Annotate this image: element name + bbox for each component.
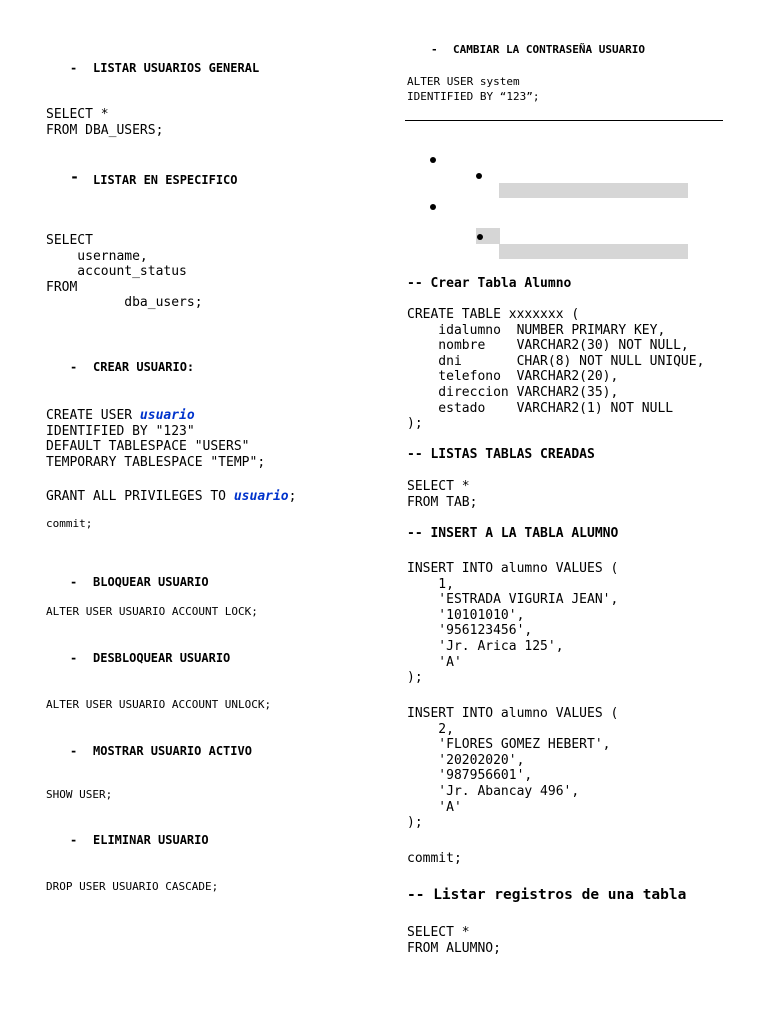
code-insert-2: INSERT INTO alumno VALUES ( 2, 'FLORES GOMEZ HEBERT', '20202020', '987956601', 'Jr. Abancay 496', 'A' ); [407, 706, 619, 831]
section-dash: - [70, 168, 80, 186]
gray-placeholder-bar [499, 183, 688, 198]
code-create-user-line [46, 408, 195, 424]
gray-placeholder-bar [499, 244, 688, 259]
code-desbloquear: ALTER USER USUARIO ACCOUNT UNLOCK; [46, 698, 272, 711]
code-listar-registros: SELECT * FROM ALUMNO; [407, 925, 501, 956]
section-title-desbloquear: DESBLOQUEAR USUARIO [93, 651, 231, 665]
code-commit-right: commit; [407, 851, 462, 866]
section-dash: - [70, 360, 78, 374]
section-dash: - [431, 43, 438, 56]
section-title-listar-registros: -- Listar registros de una tabla [407, 887, 687, 903]
section-title-listar-especifico: LISTAR EN ESPECIFICO [93, 173, 238, 187]
code-cambiar: ALTER USER system IDENTIFIED BY “123”; [407, 75, 540, 103]
username-highlight: usuario [139, 408, 195, 423]
section-title-listas-tablas: -- LISTAS TABLAS CREADAS [407, 447, 595, 462]
section-dash: - [70, 744, 78, 758]
section-title-bloquear: BLOQUEAR USUARIO [93, 575, 209, 589]
section-dash: - [70, 833, 78, 847]
code-crear-tabla: CREATE TABLE xxxxxxx ( idalumno NUMBER PRIMARY KEY, nombre VARCHAR2(30) NOT NULL, dni CHAR(8) NOT NULL UNIQUE, telefono VARCHAR2(20), direccion VARCHAR2(35), estado VARCHAR2(1) NOT NULL ); [407, 307, 705, 432]
code-mostrar: SHOW USER; [46, 788, 113, 801]
bullet-icon [476, 173, 482, 179]
code-bloquear: ALTER USER USUARIO ACCOUNT LOCK; [46, 605, 258, 618]
code-create-user-rest: IDENTIFIED BY "123" DEFAULT TABLESPACE "USERS" TEMPORARY TABLESPACE "TEMP"; [46, 423, 266, 470]
code-listar-general: SELECT * FROM DBA_USERS; [46, 107, 164, 138]
horizontal-rule [405, 120, 723, 121]
username-highlight: usuario [233, 489, 289, 504]
section-title-crear-usuario: CREAR USUARIO: [93, 360, 195, 374]
section-dash: - [70, 575, 78, 589]
section-title-listar-general: LISTAR USUARIOS GENERAL [93, 61, 260, 75]
section-title-mostrar: MOSTRAR USUARIO ACTIVO [93, 744, 252, 758]
grant-suffix: ; [288, 489, 297, 504]
code-insert-1: INSERT INTO alumno VALUES ( 1, 'ESTRADA VIGURIA JEAN', '10101010', '956123456', 'Jr. Arica 125', 'A' ); [407, 561, 619, 686]
code-grant-line [46, 489, 296, 505]
section-title-cambiar: CAMBIAR LA CONTRASEÑA USUARIO [453, 43, 646, 56]
bullet-icon [430, 204, 436, 210]
section-title-eliminar: ELIMINAR USUARIO [93, 833, 209, 847]
section-dash: - [70, 61, 78, 75]
section-dash: - [70, 651, 78, 665]
code-commit-left: commit; [46, 517, 93, 530]
bullet-icon [477, 234, 483, 240]
section-title-insert: -- INSERT A LA TABLA ALUMNO [407, 526, 619, 541]
grant-prefix: GRANT ALL PRIVILEGES TO [46, 489, 234, 504]
code-eliminar: DROP USER USUARIO CASCADE; [46, 880, 219, 893]
create-user-prefix: CREATE USER [46, 408, 140, 423]
section-title-crear-tabla: -- Crear Tabla Alumno [407, 276, 572, 291]
code-listar-especifico: SELECT username, account_status FROM dba_users; [46, 233, 203, 311]
bullet-icon [430, 157, 436, 163]
code-listas-tablas: SELECT * FROM TAB; [407, 479, 478, 510]
